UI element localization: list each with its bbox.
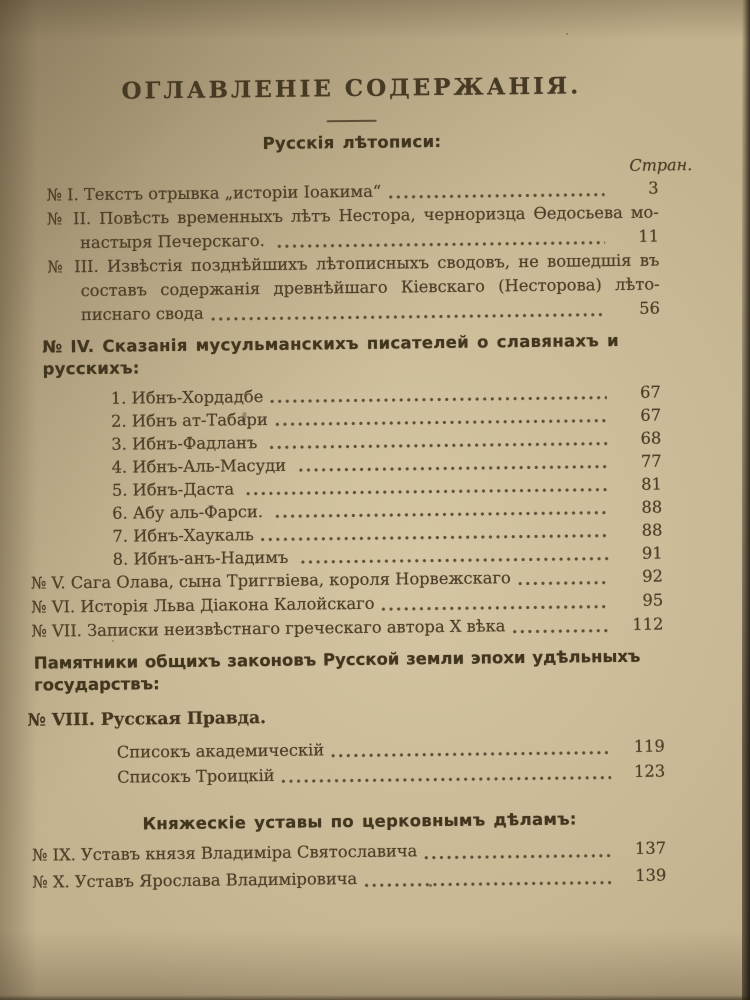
page-number: 92: [642, 566, 664, 586]
entry-text: № V. Сага Олава, сына Триггвіева, короля Норвежскаго: [30, 568, 511, 593]
paper-speck: [112, 640, 114, 642]
page-number: 67: [640, 405, 662, 425]
section-heading: № IV. Сказанія мусульманскихъ писателей о славянахъ и русскихъ:: [42, 330, 620, 379]
page-number: 88: [641, 520, 663, 540]
dot-leader: [261, 533, 609, 542]
entry-text: писнаго свода: [80, 303, 204, 325]
entry-text: Списокъ Троицкій: [117, 765, 275, 787]
paper-speck: [429, 884, 432, 887]
dot-leader: [270, 395, 607, 404]
dot-leader: [518, 580, 609, 586]
dot-leader: [282, 775, 612, 784]
page-number: 11: [638, 226, 660, 246]
dot-leader: [388, 192, 604, 199]
dot-leader: [424, 853, 612, 860]
entry-text: 2. Ибнъ ат-Табари: [111, 409, 268, 431]
page-number: 68: [640, 428, 662, 448]
dot-leader: [277, 240, 605, 249]
entry-text: настыря Печерскаго.: [79, 230, 271, 253]
dot-leader: [275, 418, 607, 427]
page-number: 123: [633, 761, 666, 781]
section-heading: Памятники общихъ законовъ Русской земли эпохи удѣльныхъ государствъ:: [33, 646, 641, 695]
page-number: 112: [632, 614, 664, 634]
table-of-contents: [27, 129, 693, 896]
page-number: 91: [641, 543, 663, 563]
toc-entry: [47, 249, 660, 328]
page-number: 95: [642, 590, 664, 610]
pages-column-label: Стран.: [629, 155, 693, 175]
dot-leader: [270, 441, 608, 450]
dot-leader: [275, 510, 608, 519]
toc-entry: [47, 201, 660, 256]
entry-text: № III. Извѣстія позднѣйшихъ лѣтописныхъ сводовъ, не вошедшія въ: [47, 250, 660, 277]
entry-text: 7. Ибнъ-Хаукаль: [112, 525, 254, 546]
dot-leader: [301, 556, 609, 564]
dot-leader: [211, 312, 606, 321]
page-number: 67: [639, 382, 661, 402]
page-number: 56: [639, 298, 660, 318]
title-divider: [327, 120, 377, 123]
page-number: 81: [641, 474, 662, 494]
dot-leader: [512, 628, 609, 634]
page-number: 77: [640, 451, 662, 471]
toc-entry-heading: № VIII. Русская Правда.: [27, 707, 267, 731]
entry-text: № X. Уставъ Ярослава Владиміровича: [32, 868, 358, 892]
entry-text: Списокъ академическій: [116, 740, 325, 762]
entry-text: 4. Ибнъ-Аль-Масуди: [111, 455, 292, 477]
page-right-edge-shadow: [742, 0, 750, 1000]
dot-leader: [364, 880, 612, 888]
dot-leader: [331, 750, 611, 758]
section-heading: Русскія лѣтописи:: [262, 131, 442, 153]
entry-text: № VII. Записки неизвѣстнаго греческаго автора X вѣка: [31, 616, 506, 641]
page-number: 137: [634, 838, 667, 858]
dot-leader: [246, 487, 608, 496]
page-number: 88: [641, 497, 663, 517]
entry-text: 8. Ибнъ-анъ-Надимъ: [112, 547, 294, 569]
entry-text: № IX. Уставъ князя Владиміра Святославича: [31, 841, 418, 865]
entry-line: [32, 861, 666, 895]
toc-entry: [32, 861, 666, 895]
entry-text: № VI. Исторія Льва Діакона Калойскаго: [31, 593, 375, 617]
entry-text: 5. Ибнъ-Даста: [111, 479, 240, 500]
page-number: 3: [648, 178, 659, 198]
page-number: 139: [635, 865, 667, 885]
dot-leader: [298, 464, 607, 473]
entry-text: 6. Абу аль-Фарси.: [112, 501, 269, 523]
page-bottom-edge-shadow: [0, 995, 750, 1000]
entry-text: 1. Ибнъ-Хордадбе: [110, 387, 264, 408]
section-heading: Княжескіе уставы по церковнымъ дѣламъ:: [142, 809, 577, 834]
page-title: ОГЛАВЛЕНІЕ СОДЕРЖАНІЯ.: [121, 72, 582, 105]
entry-text: 3. Ибнъ-Фадланъ: [111, 433, 263, 454]
entry-text: № I. Текстъ отрывка „исторіи Іоакима“: [46, 181, 382, 205]
entry-text: составъ содержанія древнѣйшаго Кіевскаго (Несторова) лѣто-: [80, 274, 660, 301]
paper-speck: [566, 33, 568, 35]
dot-leader: [382, 604, 610, 612]
page-number: 119: [633, 736, 665, 756]
entry-text: № II. Повѣсть временныхъ лѣтъ Нестора, черноризца Ѳедосьева мо-: [46, 202, 659, 229]
